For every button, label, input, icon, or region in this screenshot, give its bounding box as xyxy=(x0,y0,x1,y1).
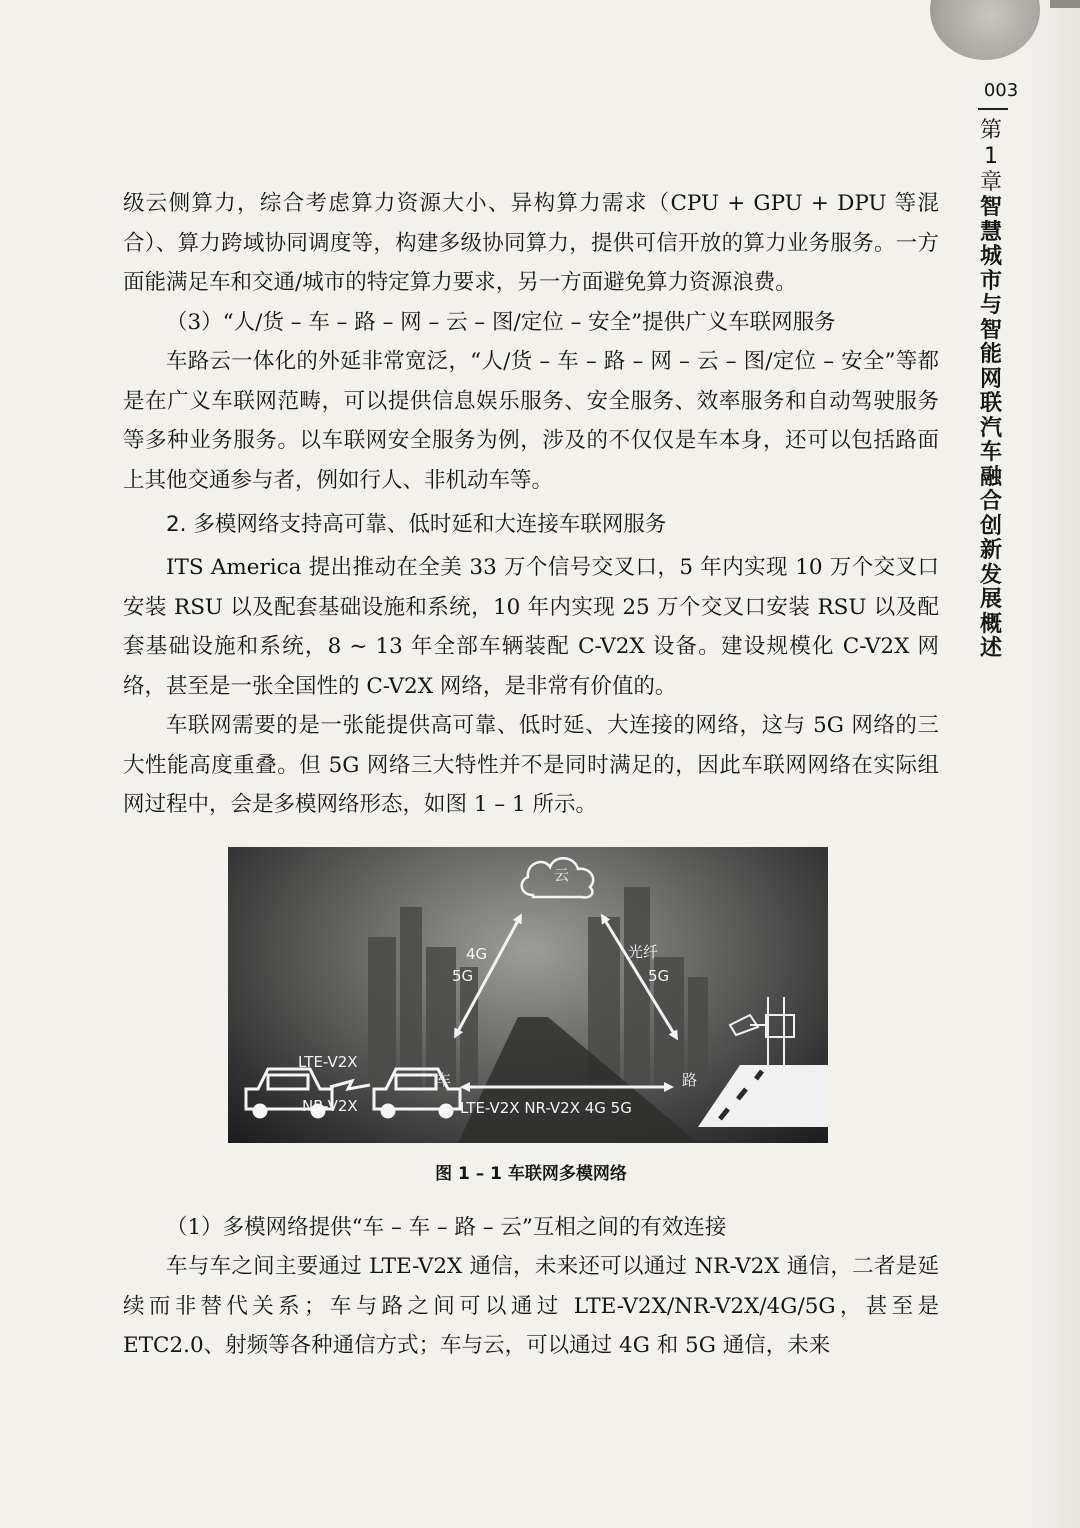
chapter-title: 智慧城市与智能网联汽车融合创新发展概述 xyxy=(979,195,1002,661)
road-icon xyxy=(698,1065,828,1127)
scan-corner-mark xyxy=(1050,0,1080,8)
v2v-lightning-icon xyxy=(330,1081,370,1089)
label-left-5g: 5G xyxy=(452,966,474,985)
label-right-5g: 5G xyxy=(648,966,670,985)
page-number: 003 xyxy=(983,80,1019,101)
paragraph-communication-modes: 车与车之间主要通过 LTE-V2X 通信，未来还可以通过 NR-V2X 通信，二者是延续而非替代关系；车与路之间可以通过 LTE-V2X/NR-V2X/4G/5G，甚至是 ETC2.0、射频等各种通信方式；车与云，可以通过 4G 和 5G 通信，未来 xyxy=(123,1254,939,1358)
label-right-fiber: 光纤 xyxy=(628,942,659,961)
label-v2v-lte: LTE-V2X xyxy=(298,1052,358,1071)
paragraph-compute: 级云侧算力，综合考虑算力资源大小、异构算力需求（CPU + GPU + DPU 等混合）、算力跨域协同调度等，构建多级协同算力，提供可信开放的算力业务服务。一方面能满足车和交通/城市的特定算力要求，另一方面避免算力资源浪费。 xyxy=(123,191,939,295)
page-number-rule xyxy=(978,108,1008,110)
label-car-road-links: LTE-V2X NR-V2X 4G 5G xyxy=(460,1098,632,1117)
subheading-broad-v2x: （3）“人/货 – 车 – 路 – 网 – 云 – 图/定位 – 安全”提供广义车联网服务 xyxy=(166,309,836,335)
subheading-effective-connection: （1）多模网络提供“车 – 车 – 路 – 云”互相之间的有效连接 xyxy=(166,1214,727,1240)
page-content xyxy=(123,184,939,1366)
label-road: 路 xyxy=(682,1070,698,1089)
figure-multimode-network xyxy=(228,847,828,1143)
section-heading-multimode: 2. 多模网络支持高可靠、低时延和大连接车联网服务 xyxy=(166,512,667,537)
paragraph-network-needs: 车联网需要的是一张能提供高可靠、低时延、大连接的网络，这与 5G 网络的三大性能高度重叠。但 5G 网络三大特性并不是同时满足的，因此车联网网络在实际组网过程中，会是多模网络形态，如图 1 – 1 所示。 xyxy=(123,713,939,817)
roadside-unit-icon xyxy=(730,997,794,1065)
label-left-4g: 4G xyxy=(466,944,488,963)
paragraph-its-america: ITS America 提出推动在全美 33 万个信号交叉口，5 年内实现 10 万个交叉口安装 RSU 以及配套基础设施和系统，10 年内实现 25 万个交叉口安装 RSU 以及配套基础设施和系统，8 ~ 13 年全部车辆装配 C-V2X 设备。建设规模化 C-V2X 网络，甚至是一张全国性的 C-V2X 网络，是非常有价值的。 xyxy=(123,555,939,699)
paragraph-broad-v2x: 车路云一体化的外延非常宽泛，“人/货 – 车 – 路 – 网 – 云 – 图/定位 – 安全”等都是在广义车联网范畴，可以提供信息娱乐服务、安全服务、效率服务和自动驾驶服务等多种业务服务。以车联网安全服务为例，涉及的不仅仅是车本身，还可以包括路面上其他交通参与者，例如行人、非机动车等。 xyxy=(123,349,939,493)
page-edge-shadow xyxy=(1020,0,1080,1528)
chapter-label: 第1章 xyxy=(979,118,1002,195)
figure-caption: 图 1 – 1 车联网多模网络 xyxy=(435,1163,627,1184)
label-car: 车 xyxy=(436,1070,452,1089)
label-cloud: 云 xyxy=(554,865,570,884)
label-v2v-nr: NR-V2X xyxy=(302,1096,358,1115)
